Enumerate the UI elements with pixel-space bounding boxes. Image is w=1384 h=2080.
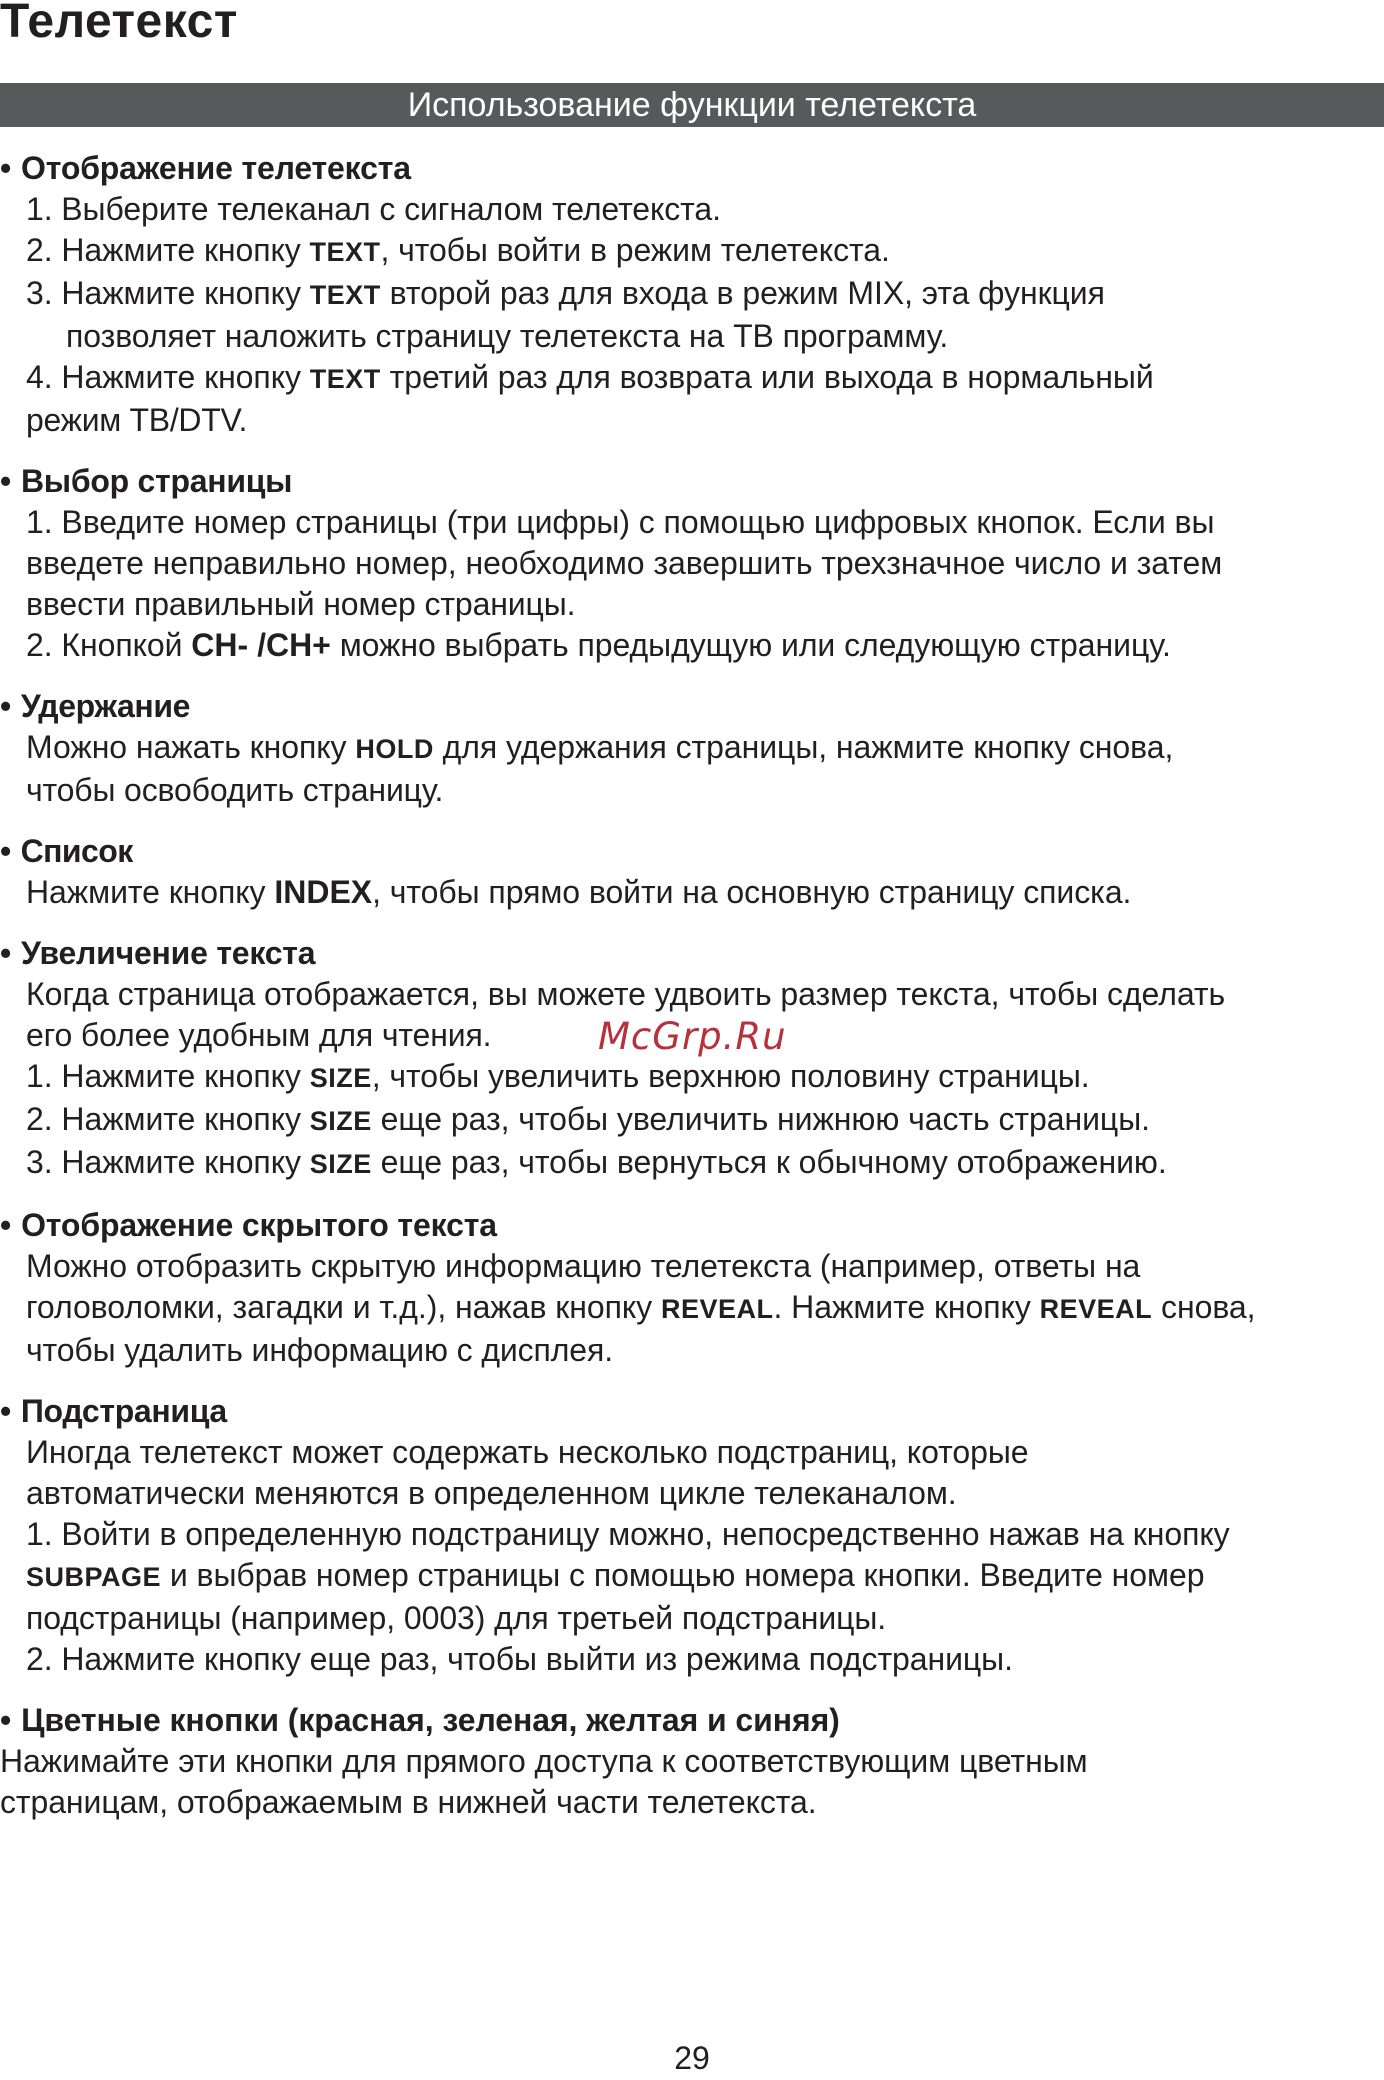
text-segment: снова,: [1152, 1289, 1256, 1325]
text-line: [0, 727, 1384, 770]
text-line: [0, 872, 1384, 913]
text-segment: страницам, отображаемым в нижней части телетекста.: [0, 1784, 817, 1820]
text-segment: 1. Выберите телеканал с сигналом телетекста.: [26, 191, 721, 227]
text-segment: 1. Нажмите кнопку: [26, 1058, 310, 1094]
text-segment: ввести правильный номер страницы.: [26, 586, 576, 622]
remote-key-label: INDEX: [274, 874, 373, 910]
text-segment: режим ТВ/DTV.: [26, 402, 248, 438]
text-line: [0, 584, 1384, 625]
text-segment: его более удобным для чтения.: [26, 1017, 492, 1053]
text-line: [0, 1555, 1384, 1598]
text-segment: чтобы удалить информацию с дисплея.: [26, 1332, 613, 1368]
text-line: [0, 400, 1384, 441]
text-segment: для удержания страницы, нажмите кнопку снова,: [433, 729, 1174, 765]
instruction-section: [0, 831, 1384, 913]
text-segment: Нажмите кнопку: [26, 874, 275, 910]
section-heading: [0, 1205, 1384, 1246]
text-line: [0, 230, 1384, 273]
section-heading-text: Отображение телетекста: [21, 150, 411, 186]
text-line: [0, 1287, 1384, 1330]
text-segment: 1. Введите номер страницы (три цифры) с помощью цифровых кнопок. Если вы: [26, 504, 1215, 540]
instruction-section: [0, 461, 1384, 666]
remote-key-label: REVEAL: [1039, 1294, 1153, 1324]
bullet-icon: •: [0, 150, 12, 186]
remote-key-label: TEXT: [309, 364, 381, 394]
text-segment: 1. Войти в определенную подстраницу можно, непосредственно нажав на кнопку: [26, 1516, 1230, 1552]
section-heading-text: Подстраница: [20, 1393, 227, 1429]
text-segment: 2. Нажмите кнопку: [26, 232, 310, 268]
remote-key-label: SIZE: [309, 1063, 372, 1093]
remote-key-label: REVEAL: [660, 1294, 774, 1324]
watermark-text: McGrp.Ru: [598, 1015, 787, 1058]
text-line: [0, 1598, 1384, 1639]
instruction-section: [0, 1391, 1384, 1680]
text-line: [0, 1473, 1384, 1514]
text-segment: головоломки, загадки и т.д.), нажав кнопку: [26, 1289, 661, 1325]
bullet-icon: •: [0, 688, 11, 724]
text-line: [0, 974, 1384, 1015]
bullet-icon: •: [0, 833, 11, 869]
text-line: [0, 1056, 1384, 1099]
text-segment: . Нажмите кнопку: [773, 1289, 1040, 1325]
text-line: [0, 543, 1384, 584]
text-segment: 2. Нажмите кнопку: [26, 1101, 310, 1137]
instructions-body: [0, 148, 1384, 1843]
text-line: [0, 1099, 1384, 1142]
text-segment: Можно отобразить скрытую информацию телетекста (например, ответы на: [26, 1248, 1141, 1284]
text-segment: и выбрав номер страницы с помощью номера кнопки. Введите номер: [161, 1557, 1205, 1593]
text-segment: еще раз, чтобы увеличить нижнюю часть страницы.: [371, 1101, 1150, 1137]
text-segment: , чтобы войти в режим телетекста.: [380, 232, 890, 268]
remote-key-label: SIZE: [309, 1149, 372, 1179]
text-segment: чтобы освободить страницу.: [26, 772, 444, 808]
text-line: [0, 1432, 1384, 1473]
text-line: [0, 1514, 1384, 1555]
text-line: [0, 1639, 1384, 1680]
section-heading: [0, 461, 1384, 502]
text-line: [0, 502, 1384, 543]
bullet-icon: •: [0, 1207, 12, 1243]
text-line: [0, 316, 1384, 357]
text-segment: Когда страница отображается, вы можете удвоить размер текста, чтобы сделать: [26, 976, 1226, 1012]
text-segment: позволяет наложить страницу телетекста на ТВ программу.: [66, 318, 949, 354]
section-heading-text: Список: [20, 833, 133, 869]
section-heading-text: Отображение скрытого текста: [21, 1207, 497, 1243]
instruction-section: [0, 148, 1384, 441]
text-segment: еще раз, чтобы вернуться к обычному отображению.: [371, 1144, 1167, 1180]
section-heading: [0, 1391, 1384, 1432]
instruction-section: [0, 933, 1384, 1185]
text-segment: 3. Нажмите кнопку: [26, 275, 310, 311]
section-heading: [0, 686, 1384, 727]
remote-key-label: CH- /CH+: [191, 627, 331, 663]
text-segment: Можно нажать кнопку: [26, 729, 356, 765]
text-segment: , чтобы прямо войти на основную страницу списка.: [372, 874, 1132, 910]
remote-key-label: HOLD: [355, 734, 434, 764]
instruction-section: [0, 686, 1384, 811]
section-heading: [0, 148, 1384, 189]
section-heading: [0, 831, 1384, 872]
text-line: [0, 273, 1384, 316]
text-segment: Иногда телетекст может содержать несколько подстраниц, которые: [26, 1434, 1029, 1470]
text-segment: автоматически меняются в определенном цикле телеканалом.: [26, 1475, 957, 1511]
text-line: [0, 1741, 1384, 1782]
text-line: [0, 189, 1384, 230]
remote-key-label: SIZE: [309, 1106, 372, 1136]
text-segment: , чтобы увеличить верхнюю половину страницы.: [371, 1058, 1090, 1094]
bullet-icon: •: [0, 1702, 12, 1738]
text-line: [0, 1782, 1384, 1823]
text-segment: 2. Кнопкой: [26, 627, 192, 663]
text-segment: введете неправильно номер, необходимо завершить трехзначное число и затем: [26, 545, 1223, 581]
text-line: [0, 1246, 1384, 1287]
text-line: [0, 625, 1384, 666]
text-line: [0, 1330, 1384, 1371]
page-title: Телетекст: [0, 0, 238, 48]
instruction-section: [0, 1205, 1384, 1371]
text-segment: второй раз для входа в режим MIX, эта функция: [380, 275, 1105, 311]
text-segment: можно выбрать предыдущую или следующую страницу.: [330, 627, 1171, 663]
text-segment: Нажимайте эти кнопки для прямого доступа к соответствующим цветным: [0, 1743, 1088, 1779]
section-heading-text: Увеличение текста: [20, 935, 316, 971]
text-line: [0, 1142, 1384, 1185]
section-heading-text: Цветные кнопки (красная, зеленая, желтая и синяя): [21, 1702, 840, 1738]
instruction-section: [0, 1700, 1384, 1823]
section-heading-text: Выбор страницы: [20, 463, 293, 499]
text-segment: подстраницы (например, 0003) для третьей подстраницы.: [26, 1600, 887, 1636]
bullet-icon: •: [0, 1393, 11, 1429]
section-heading: [0, 933, 1384, 974]
text-segment: 3. Нажмите кнопку: [26, 1144, 310, 1180]
text-line: [0, 770, 1384, 811]
section-heading: [0, 1700, 1384, 1741]
section-heading-text: Удержание: [20, 688, 191, 724]
remote-key-label: TEXT: [309, 237, 381, 267]
bullet-icon: •: [0, 463, 11, 499]
text-segment: 4. Нажмите кнопку: [26, 359, 310, 395]
text-segment: третий раз для возврата или выхода в нормальный: [380, 359, 1154, 395]
remote-key-label: SUBPAGE: [26, 1562, 162, 1592]
bullet-icon: •: [0, 935, 11, 971]
page-number: 29: [674, 2040, 710, 2076]
remote-key-label: TEXT: [309, 280, 381, 310]
text-line: [0, 357, 1384, 400]
text-segment: 2. Нажмите кнопку еще раз, чтобы выйти из режима подстраницы.: [26, 1641, 1013, 1677]
section-banner: Использование функции телетекста: [0, 83, 1384, 127]
